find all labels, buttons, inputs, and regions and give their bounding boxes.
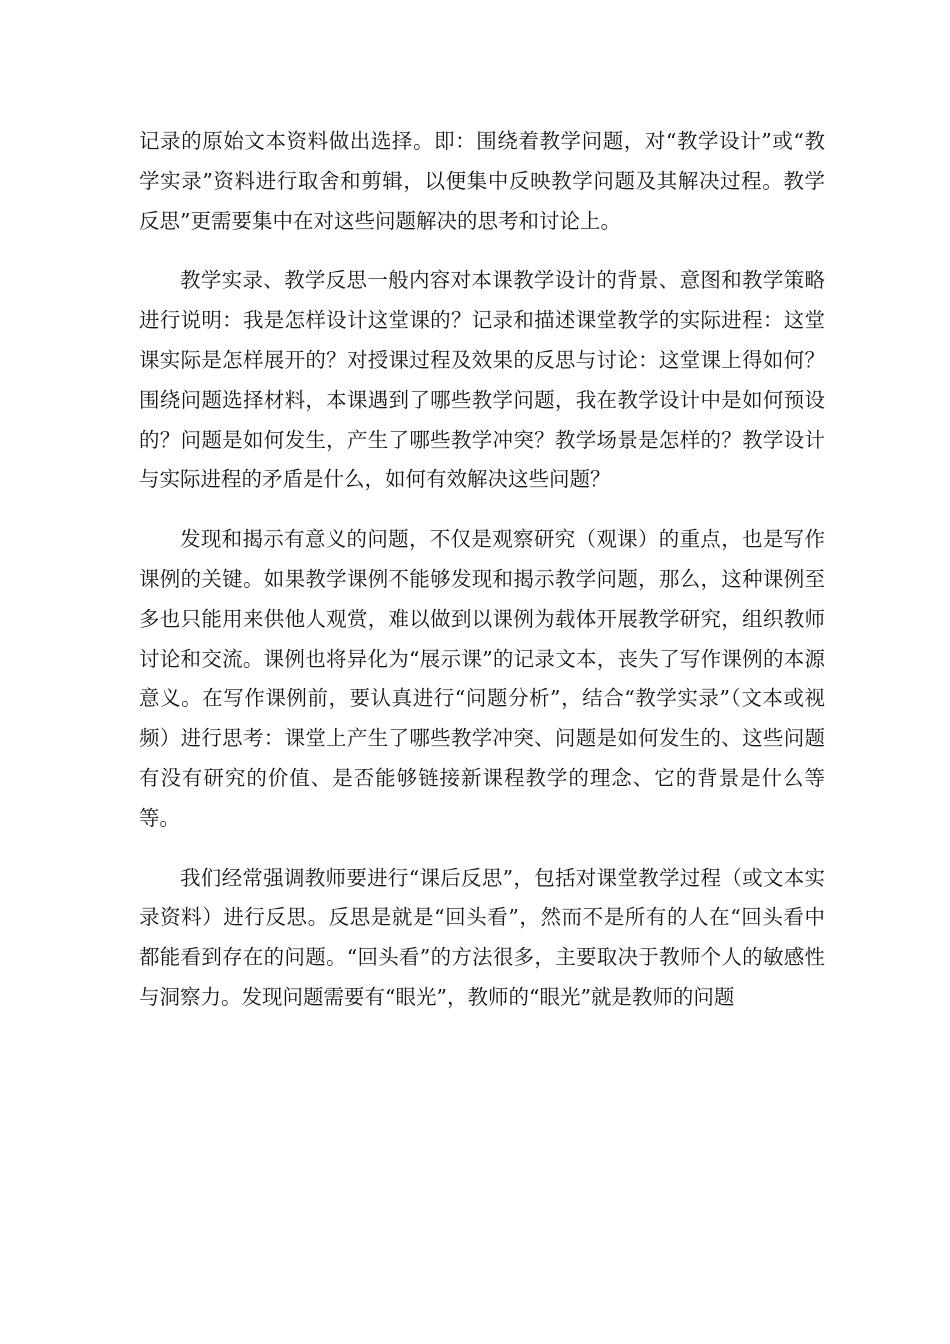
- paragraph-2: 教学实录、教学反思一般内容对本课教学设计的背景、意图和教学策略进行说明：我是怎样设计这堂课的？记录和描述课堂教学的实际进程：这堂课实际是怎样展开的？对授课过程及效果的反思与讨论：这堂课上得如何？围绕问题选择材料，本课遇到了哪些教学问题，我在教学设计中是如何预设的？问题是如何发生，产生了哪些教学冲突？教学场景是怎样的？教学设计与实际进程的矛盾是什么，如何有效解决这些问题？: [139, 268, 825, 492]
- document-body: [139, 122, 825, 1038]
- paragraph-4: 我们经常强调教师要进行“课后反思”，包括对课堂教学过程（或文本实录资料）进行反思。反思是就是“回头看”，然而不是所有的人在“回头看中都能看到存在的问题。“回头看”的方法很多，主要取决于教师个人的敏感性与洞察力。发现问题需要有“眼光”，教师的“眼光”就是教师的问题: [139, 865, 825, 1009]
- paragraph-3: 发现和揭示有意义的问题，不仅是观察研究（观课）的重点，也是写作课例的关键。如果教学课例不能够发现和揭示教学问题，那么，这种课例至多也只能用来供他人观赏，难以做到以课例为载体开展教学研究，组织教师讨论和交流。课例也将异化为“展示课”的记录文本，丧失了写作课例的本源意义。在写作课例前，要认真进行“问题分析”，结合“教学实录”（文本或视频）进行思考：课堂上产生了哪些教学冲突、问题是如何发生的、这些问题有没有研究的价值、是否能够链接新课程教学的理念、它的背景是什么等等。: [139, 527, 825, 830]
- paragraph-1: 记录的原始文本资料做出选择。即：围绕着教学问题，对“教学设计”或“教学实录”资料进行取舍和剪辑，以便集中反映教学问题及其解决过程。教学反思”更需要集中在对这些问题解决的思考和讨论上。: [139, 129, 825, 233]
